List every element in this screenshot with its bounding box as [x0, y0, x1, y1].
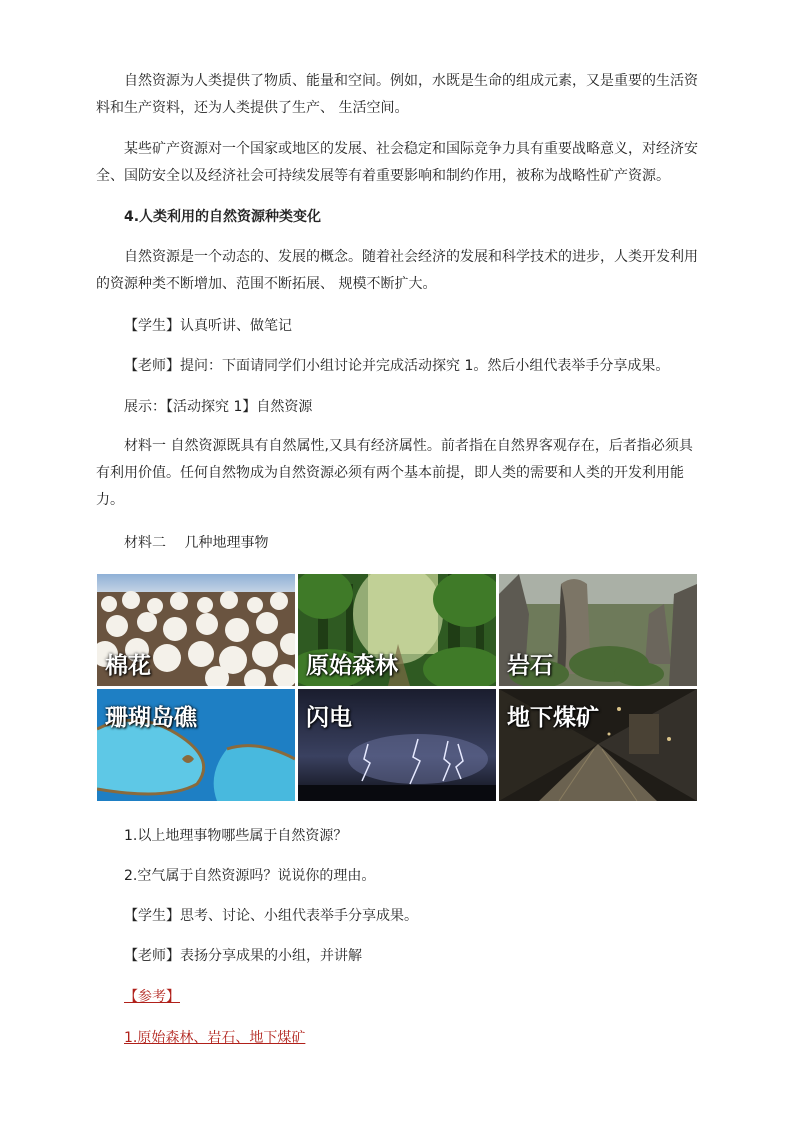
section-heading-4: 4.人类利用的自然资源种类变化 [124, 209, 322, 225]
forest-photo [298, 574, 496, 686]
photo-caption-cotton: 棉花 [105, 653, 151, 679]
geography-photo-grid [97, 574, 697, 802]
teacher-line-2: 【老师】表扬分享成果的小组，并讲解 [124, 948, 362, 964]
student-line-1: 【学生】认真听讲、做笔记 [124, 318, 292, 334]
photo-caption-rock: 岩石 [507, 653, 553, 679]
cotton-photo [97, 574, 295, 686]
photo-caption-lightning: 闪电 [306, 705, 352, 731]
reference-label: 【参考】 [124, 989, 180, 1005]
teacher-line-1: 【老师】提问：下面请同学们小组讨论并完成活动探究 1。然后小组代表举手分享成果。 [124, 358, 670, 374]
reference-answer-1: 1.原始森林、岩石、地下煤矿 [124, 1030, 306, 1046]
question-2: 2.空气属于自然资源吗？说说你的理由。 [124, 868, 376, 884]
material-one-paragraph: 材料一 自然资源既具有自然属性,又具有经济属性。前者指在自然界客观存在，后者指必须具有利用价值。任何自然物成为自然资源必须有两个基本前提，即人类的需要和人类的开发利用能力。 [96, 438, 693, 508]
material-two-label: 材料二 几种地理事物 [124, 535, 269, 551]
question-1: 1.以上地理事物哪些属于自然资源？ [124, 828, 348, 844]
rock-photo [499, 574, 697, 686]
student-line-2: 【学生】思考、讨论、小组代表举手分享成果。 [124, 908, 418, 924]
photo-caption-coal-mine: 地下煤矿 [507, 705, 599, 731]
paragraph-strategic-minerals: 某些矿产资源对一个国家或地区的发展、社会稳定和国际竞争力具有重要战略意义，对经济安全、国防安全以及经济社会可持续发展等有着重要影响和制约作用，被称为战略性矿产资源。 [96, 141, 698, 184]
coal-mine-photo [499, 689, 697, 801]
show-activity-line: 展示：【活动探究 1】自然资源 [124, 399, 313, 415]
photo-caption-forest: 原始森林 [306, 653, 398, 679]
photo-caption-coral-reef: 珊瑚岛礁 [105, 705, 197, 731]
paragraph-resources-provide: 自然资源为人类提供了物质、能量和空间。例如，水既是生命的组成元素，又是重要的生活资料和生产资料，还为人类提供了生产、 生活空间。 [96, 73, 698, 116]
lightning-photo [298, 689, 496, 801]
coral-reef-photo [97, 689, 295, 801]
paragraph-dynamic-concept: 自然资源是一个动态的、发展的概念。随着社会经济的发展和科学技术的进步，人类开发利用的资源种类不断增加、范围不断拓展、 规模不断扩大。 [96, 249, 698, 292]
